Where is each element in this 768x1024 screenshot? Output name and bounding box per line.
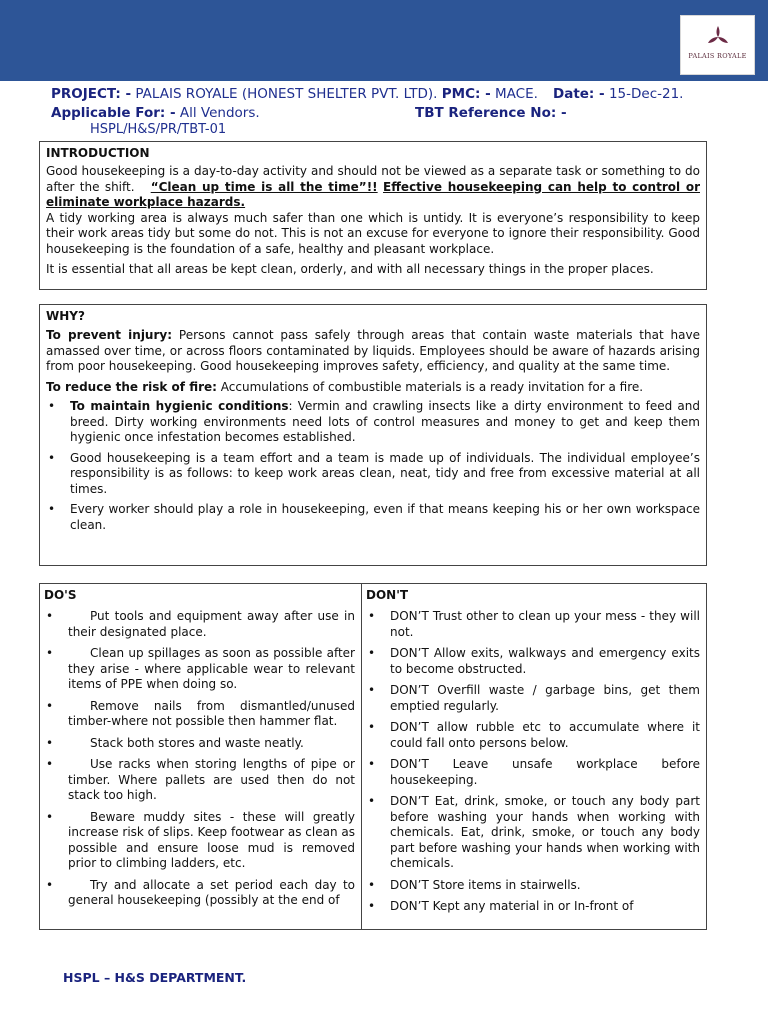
- why-fire-paragraph: [46, 380, 700, 396]
- introduction-paragraph-1: [46, 164, 700, 211]
- list-item: [46, 399, 700, 446]
- introduction-paragraph-2: A tidy working area is always much safer than one which is untidy. It is everyone’s responsibility to keep their work areas tidy but some do not. This is not an excuse for everyone to ignore their responsibility. Good housekeeping is the foundation of a safe, healthy and pleasant workplace.: [46, 210, 700, 256]
- list-item: • DON’T Leave unsafe workplace before housekeeping.: [366, 757, 700, 788]
- list-item: • DON’T allow rubble etc to accumulate where it could fall onto persons below.: [366, 720, 700, 751]
- list-item: • Good housekeeping is a team effort and a team is made up of individuals. The individual employee’s responsibility is as follows: to keep work areas clean, neat, tidy and free from excessive material at all times.: [46, 451, 700, 498]
- dos-item-text: Beware muddy sites - these will greatly increase risk of slips. Keep footwear as clean as possible and ensure loose mud is removed prior to climbing ladders, etc.: [68, 809, 355, 870]
- hygienic-label: To maintain hygienic conditions: [70, 399, 289, 413]
- injury-label: To prevent injury:: [46, 328, 173, 342]
- list-item: • DON’T Kept any material in or In-front of: [366, 899, 700, 915]
- footer-department: HSPL – H&S DEPARTMENT.: [63, 970, 247, 985]
- dos-item-text: Put tools and equipment away after use in their designated place.: [68, 609, 355, 639]
- introduction-paragraph-3: It is essential that all areas be kept clean, orderly, and with all necessary things in the proper places.: [46, 262, 654, 276]
- list-item: [44, 646, 355, 693]
- why-title: WHY?: [46, 309, 85, 323]
- date-label: Date: -: [553, 86, 605, 102]
- list-item: [44, 699, 355, 730]
- injury-text: Persons cannot pass safely through areas that contain waste materials that have amassed over time, or across floors contaminated by liquids. Employees should be aware of hazards arising from poor housekeeping. Good housekeeping improves safety, efficiency, and quality at the same time.: [46, 328, 700, 373]
- applicable-line: [51, 105, 260, 121]
- crown-emblem-icon: [705, 24, 731, 50]
- intro-p1-text: Good housekeeping is a day-to-day activity and should not be viewed as a separate task or something to do after the shift.: [46, 164, 700, 194]
- donts-list: [366, 609, 700, 915]
- logo-text: PALAIS ROYALE: [688, 52, 747, 60]
- list-item: • Every worker should play a role in housekeeping, even if that means keeping his or her own workspace clean.: [46, 502, 700, 533]
- tbt-value: HSPL/H&S/PR/TBT-01: [90, 122, 227, 137]
- dos-item-text: Clean up spillages as soon as possible after they arise - where applicable wear to relevant items of PPE when doing so.: [68, 646, 355, 691]
- tbt-label: TBT Reference No: -: [415, 105, 567, 121]
- list-item: [44, 757, 355, 804]
- dos-item-text: Remove nails from dismantled/unused timber-where not possible then hammer flat.: [68, 698, 355, 728]
- list-item: [44, 609, 355, 640]
- dos-list: [44, 609, 355, 909]
- intro-bold-statement: Effective housekeeping can help to control or eliminate workplace hazards.: [46, 179, 700, 209]
- list-item: [44, 810, 355, 872]
- why-bullet-list: [46, 399, 700, 533]
- date-value: 15-Dec-21.: [608, 86, 684, 102]
- header-banner: [0, 0, 768, 81]
- list-item: [44, 878, 355, 909]
- list-item: • DON’T Trust other to clean up your mess - they will not.: [366, 609, 700, 640]
- introduction-section: [39, 141, 707, 290]
- dos-item-text: Try and allocate a set period each day to general housekeeping (possibly at the end of: [68, 877, 355, 907]
- applicable-label: Applicable For: -: [51, 105, 176, 121]
- why-section: [39, 304, 707, 566]
- project-value: PALAIS ROYALE (HONEST SHELTER PVT. LTD).: [135, 86, 438, 102]
- dos-column: [40, 584, 362, 929]
- project-line: [51, 86, 538, 102]
- donts-title: DON'T: [366, 588, 409, 602]
- project-label: PROJECT: -: [51, 86, 132, 102]
- list-item: • DON’T Allow exits, walkways and emergency exits to become obstructed.: [366, 646, 700, 677]
- applicable-value: All Vendors.: [179, 105, 260, 121]
- palais-royale-logo: [680, 15, 755, 75]
- pmc-value: MACE.: [495, 86, 538, 102]
- dos-donts-table: [39, 583, 707, 930]
- tbt-reference-line: [415, 105, 567, 121]
- hygienic-text: : Vermin and crawling insects like a dirty environment to feed and breed. Dirty working environments need lots of control measures and money to get and keep them hygienic once infestation becomes established.: [70, 399, 700, 444]
- date-line: [553, 86, 683, 102]
- list-item: • DON’T Store items in stairwells.: [366, 878, 700, 894]
- intro-quote: “Clean up time is all the time”!!: [150, 179, 378, 194]
- dos-item-text: Use racks when storing lengths of pipe or timber. Where pallets are used then do not stack too high.: [68, 757, 355, 802]
- list-item: [44, 736, 355, 752]
- list-item: • DON’T Eat, drink, smoke, or touch any body part before washing your hands when working with chemicals. Eat, drink, smoke, or touch any body part before washing your hands when working with chemicals.: [366, 794, 700, 872]
- donts-column: [362, 584, 706, 929]
- fire-label: To reduce the risk of fire:: [46, 379, 217, 394]
- list-item: • DON’T Overfill waste / garbage bins, get them emptied regularly.: [366, 683, 700, 714]
- dos-item-text: Stack both stores and waste neatly.: [90, 735, 304, 750]
- fire-text: Accumulations of combustible materials is a ready invitation for a fire.: [220, 379, 644, 394]
- dos-title: DO'S: [44, 588, 77, 602]
- why-injury-paragraph: [46, 328, 700, 375]
- introduction-title: INTRODUCTION: [46, 146, 150, 160]
- pmc-label: PMC: -: [441, 86, 491, 102]
